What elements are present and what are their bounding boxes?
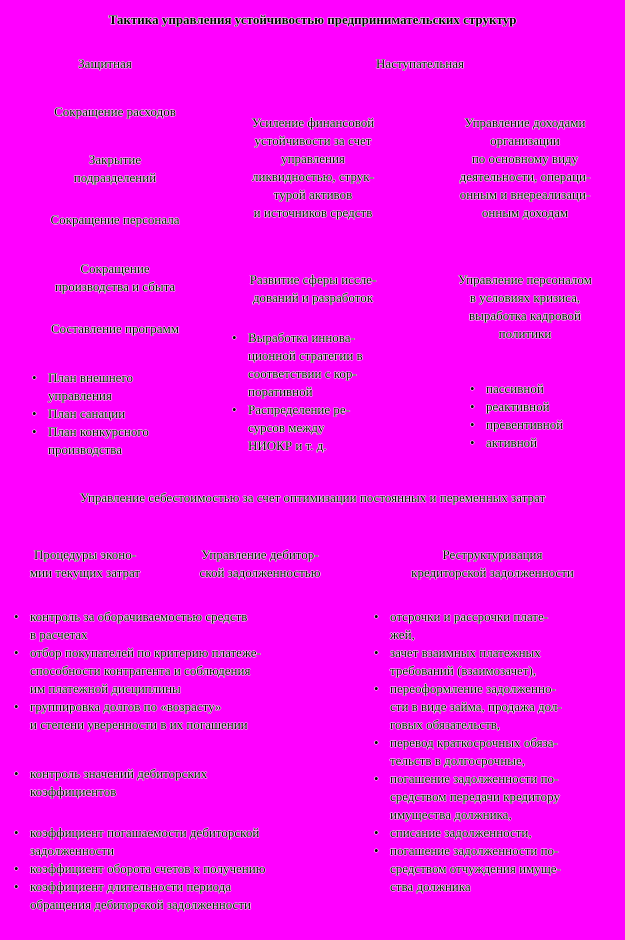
list-item: • переоформление задолженно- сти в виде займа, продажа дол- говых обязательств, <box>372 680 607 734</box>
list-item: • Распределение ре- сурсов между НИОКР и т. д. <box>230 401 400 455</box>
programs-list <box>30 369 215 459</box>
list-item: • План конкурсного производства <box>30 423 215 459</box>
list-item: • реактивной <box>468 398 598 416</box>
staff-reduction: Сокращение персонала <box>50 212 180 227</box>
research-development: Развитие сферы иссле- дований и разработок <box>249 272 377 305</box>
list-item: • коэффициент погашаемости дебиторской задолженности <box>12 824 352 860</box>
list-item: • превентивной <box>468 416 598 434</box>
list-item: • коэффициент оборота счетов к получению <box>12 860 352 878</box>
header-defensive: Защитная <box>78 56 132 71</box>
list-item: • Выработка иннова- ционной стратегии в соответствии с кор- поративной <box>230 329 400 401</box>
control-coeff-list <box>12 765 352 801</box>
diagram-title: Тактика управления устойчивостью предпринимательских структур <box>108 12 517 27</box>
list-item: • погашение задолженности по- средством передачи кредитору имущества должника, <box>372 770 607 824</box>
list-item: • погашение задолженности по- средством отчуждения имуще- ства должника <box>372 842 607 896</box>
income-management: Управление доходами организации по основному виду деятельности, операци- онным и внереализаци- онным доходам <box>459 115 591 220</box>
procedures-heading: Процедуры эконо- мии текущих затрат <box>29 547 141 580</box>
list-item: • списание задолженности, <box>372 824 607 842</box>
list-item: • перевод краткосрочных обяза- тельств в долгосрочные, <box>372 734 607 770</box>
cost-reduction: Сокращение расходов <box>54 104 176 119</box>
receivables-heading: Управление дебитор- ской задолженностью <box>199 547 321 580</box>
personnel-management: Управление персоналом в условиях кризиса, выработка кадровой политики <box>458 272 592 341</box>
list-item: • контроль за оборачиваемостью средств в расчетах <box>12 608 352 644</box>
programs-heading: Составление программ <box>50 321 180 336</box>
list-item: • пассивной <box>468 380 598 398</box>
financial-stability: Усиление финансовой устойчивости за счет управления ликвидностью, струк- турой активов и источников средств <box>251 115 375 220</box>
production-reduction: Сокращение производства и сбыта <box>54 261 176 294</box>
list-item: • отбор покупателей по критерию платеже- способности контрагента и соблюдения им платежной дисциплины <box>12 644 352 698</box>
list-item: • коэффициент длительности периода обращения дебиторской задолженности <box>12 878 352 914</box>
coefficients-list <box>12 824 352 914</box>
receivables-list <box>12 608 352 734</box>
personnel-policy-list <box>468 380 598 452</box>
research-list <box>230 329 400 455</box>
restructuring-heading: Реструктуризация кредиторской задолженности <box>411 547 574 580</box>
list-item: • зачет взаимных платежных требований (взаимозачет), <box>372 644 607 680</box>
list-item: • План внешнего управления <box>30 369 215 405</box>
list-item: • активной <box>468 434 598 452</box>
restructuring-list <box>372 608 607 896</box>
list-item: • контроль значений дебиторских коэффициентов <box>12 765 352 801</box>
header-offensive: Наступательная <box>376 56 464 71</box>
close-units: Закрытие подразделений <box>73 152 157 185</box>
list-item: • План санации <box>30 405 215 423</box>
list-item: • отсрочки и рассрочки плате- жей, <box>372 608 607 644</box>
list-item: • группировка долгов по «возрасту» и степени уверенности в их погашении <box>12 698 352 734</box>
cost-management: Управление себестоимостью за счет оптимизации постоянных и переменных затрат <box>79 490 546 505</box>
